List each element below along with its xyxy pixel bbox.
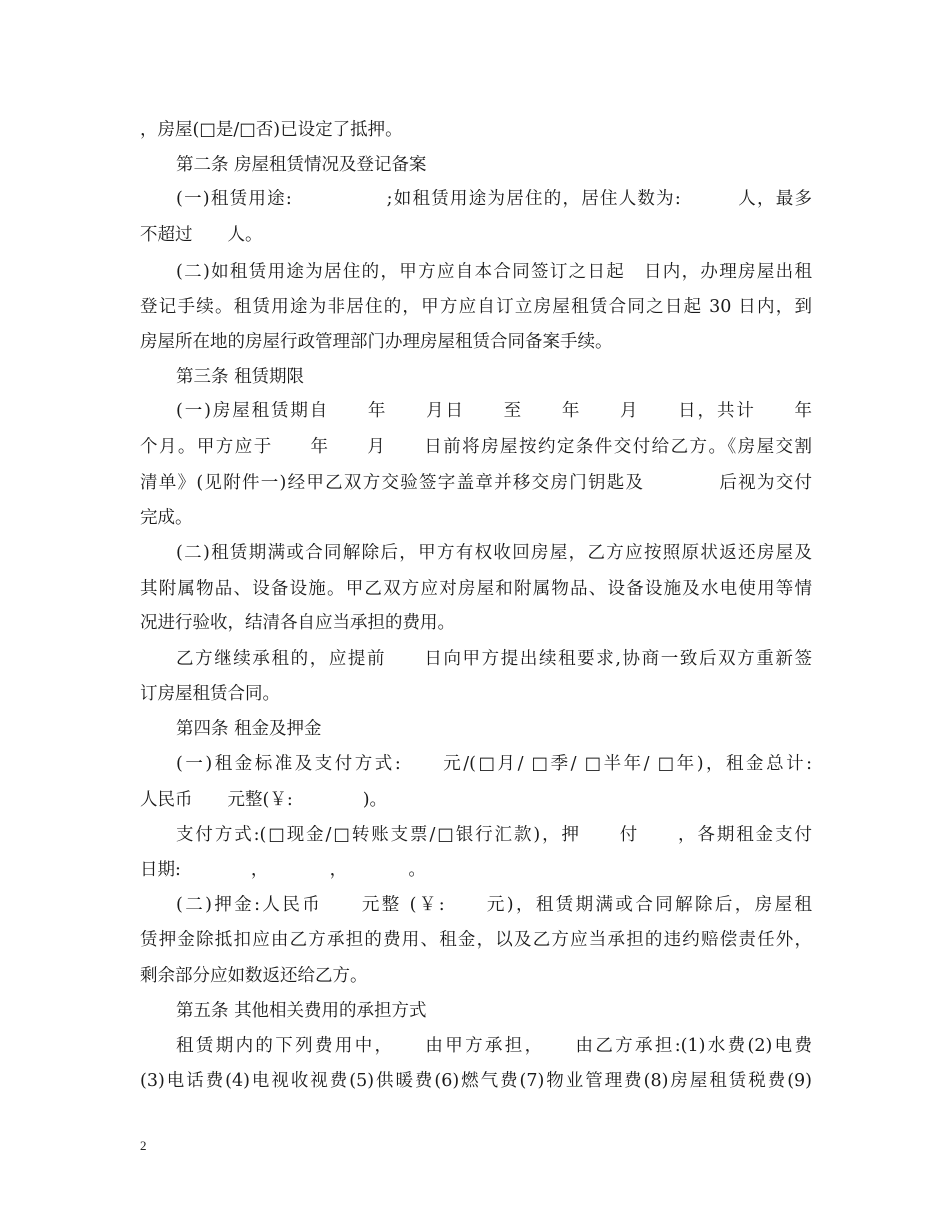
- text-line: 其附属物品、设备设施。甲乙双方应对房屋和附属物品、设备设施及水电使用等情: [140, 579, 812, 599]
- text-line: 日期: ， ， 。: [140, 860, 426, 880]
- text-line: 完成。: [140, 508, 193, 528]
- text-line: (二)如租赁用途为居住的，甲方应自本合同签订之日起 日内，办理房屋出租: [176, 262, 812, 282]
- text-line: 赁押金除抵扣应由乙方承担的费用、租金，以及乙方应当承担的违约赔偿责任外，: [140, 930, 812, 950]
- text-line: 登记手续。租赁用途为非居住的，甲方应自订立房屋租赁合同之日起 30 日内，到: [140, 297, 812, 317]
- text-line: 房屋所在地的房屋行政管理部门办理房屋租赁合同备案手续。: [140, 332, 613, 352]
- text-line: 订房屋租赁合同。: [140, 684, 280, 704]
- text-line: (二)租赁期满或合同解除后，甲方有权收回房屋，乙方应按照原状返还房屋及: [176, 543, 812, 563]
- text-line: 况进行验收，结清各自应当承担的费用。: [140, 613, 455, 633]
- text-line: 支付方式:(□现金/□转账支票/□银行汇款)，押 付 ，各期租金支付: [176, 825, 812, 845]
- text-line: 个月。甲方应于 年 月 日前将房屋按约定条件交付给乙方。《房屋交割: [140, 437, 812, 457]
- text-line: (一)租金标准及支付方式: 元/(□月/ □季/ □半年/ □年)，租金总计:: [176, 754, 812, 774]
- section-heading: 第五条 其他相关费用的承担方式: [176, 1001, 427, 1021]
- text-line: (3)电话费(4)电视收视费(5)供暖费(6)燃气费(7)物业管理费(8)房屋租赁税费(9): [140, 1071, 812, 1091]
- section-heading: 第三条 租赁期限: [176, 367, 305, 387]
- text-line: 剩余部分应如数返还给乙方。: [140, 966, 368, 986]
- section-heading: 第二条 房屋租赁情况及登记备案: [176, 155, 427, 175]
- text-line: (一)房屋租赁期自 年 月日 至 年 月 日，共计 年: [176, 401, 812, 421]
- text-line: 清单》(见附件一)经甲乙双方交验签字盖章并移交房门钥匙及 后视为交付: [140, 473, 812, 493]
- page-number: 2: [140, 1138, 147, 1153]
- text-line: 乙方继续承租的，应提前 日向甲方提出续租要求,协商一致后双方重新签: [176, 649, 812, 669]
- text-line: 租赁期内的下列费用中， 由甲方承担， 由乙方承担:(1)水费(2)电费: [176, 1036, 812, 1056]
- text-line: 不超过 人。: [140, 225, 263, 245]
- text-line: 人民币 元整(￥: )。: [140, 790, 388, 810]
- text-line: ，房屋(□是/□否)已设定了抵押。: [140, 120, 403, 140]
- text-line: (一)租赁用途: ;如租赁用途为居住的，居住人数为: 人，最多: [176, 189, 812, 209]
- text-line: (二)押金:人民币 元整 (￥: 元)，租赁期满或合同解除后，房屋租: [176, 895, 812, 915]
- section-heading: 第四条 租金及押金: [176, 719, 322, 739]
